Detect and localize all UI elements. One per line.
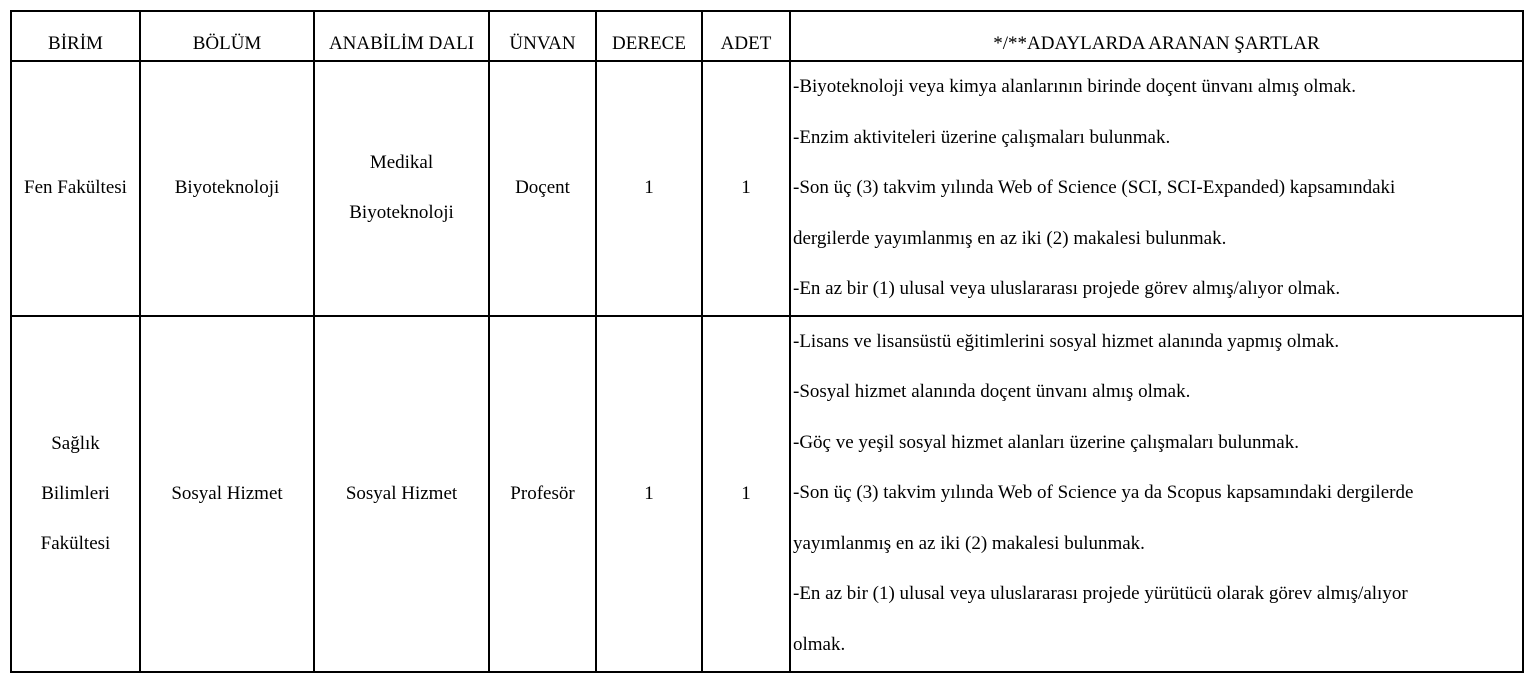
anabilim-dali-cell [314,61,489,316]
bolum-cell: Sosyal Hizmet [140,316,314,672]
requirement-line: -Göç ve yeşil sosyal hizmet alanları üzerine çalışmaları bulunmak. [793,431,1299,453]
header-bolum: BÖLÜM [140,11,314,61]
requirement-line: -En az bir (1) ulusal veya uluslararası projede görev almış/alıyor olmak. [793,278,1341,299]
birim-cell [11,61,140,316]
requirement-line: -Lisans ve lisansüstü eğitimlerini sosyal hizmet alanında yapmış olmak. [793,330,1340,352]
requirement-line: olmak. [793,633,846,655]
derece-cell: 1 [596,61,702,316]
adet-cell: 1 [702,61,790,316]
unvan-cell: Doçent [489,61,596,316]
requirement-line: -En az bir (1) ulusal veya uluslararası projede yürütücü olarak görev almış/alıyor [793,583,1408,605]
table-row [11,316,1523,672]
academic-position-table [10,10,1524,673]
header-derece: DERECE [596,11,702,61]
header-sartlar: */**ADAYLARDA ARANAN ŞARTLAR [790,11,1523,61]
requirement-line: -Son üç (3) takvim yılında Web of Science (SCI, SCI-Expanded) kapsamındaki [793,177,1396,198]
header-adet: ADET [702,11,790,61]
anabilim-dali-line: Biyoteknoloji [349,202,454,224]
requirement-line: -Sosyal hizmet alanında doçent ünvanı almış olmak. [793,381,1191,403]
header-birim: BİRİM [11,11,140,61]
birim-line: Sağlık [51,432,100,454]
header-unvan: ÜNVAN [489,11,596,61]
table-row [11,61,1523,316]
birim-line: Fakültesi [40,532,111,554]
unvan-cell: Profesör [489,316,596,672]
header-anabilim-dali: ANABİLİM DALI [314,11,489,61]
derece-cell: 1 [596,316,702,672]
anabilim-dali-line: Sosyal Hizmet [345,482,458,504]
requirement-line: dergilerde yayımlanmış en az iki (2) makalesi bulunmak. [793,227,1227,249]
anabilim-dali-line: Medikal [369,152,434,174]
anabilim-dali-cell [314,316,489,672]
requirement-line: -Son üç (3) takvim yılında Web of Science ya da Scopus kapsamındaki dergilerde [793,482,1414,504]
birim-cell [11,316,140,672]
birim-line: Fen Fakültesi [24,177,127,199]
bolum-cell: Biyoteknoloji [140,61,314,316]
header-row [11,11,1523,61]
requirements-cell [790,316,1523,672]
requirement-line: -Enzim aktiviteleri üzerine çalışmaları bulunmak. [793,126,1171,148]
birim-line: Bilimleri [41,482,110,504]
requirements-cell [790,61,1523,316]
adet-cell: 1 [702,316,790,672]
requirement-line: yayımlanmış en az iki (2) makalesi bulunmak. [793,532,1145,554]
requirement-line: -Biyoteknoloji veya kimya alanlarının birinde doçent ünvanı almış olmak. [793,76,1357,97]
